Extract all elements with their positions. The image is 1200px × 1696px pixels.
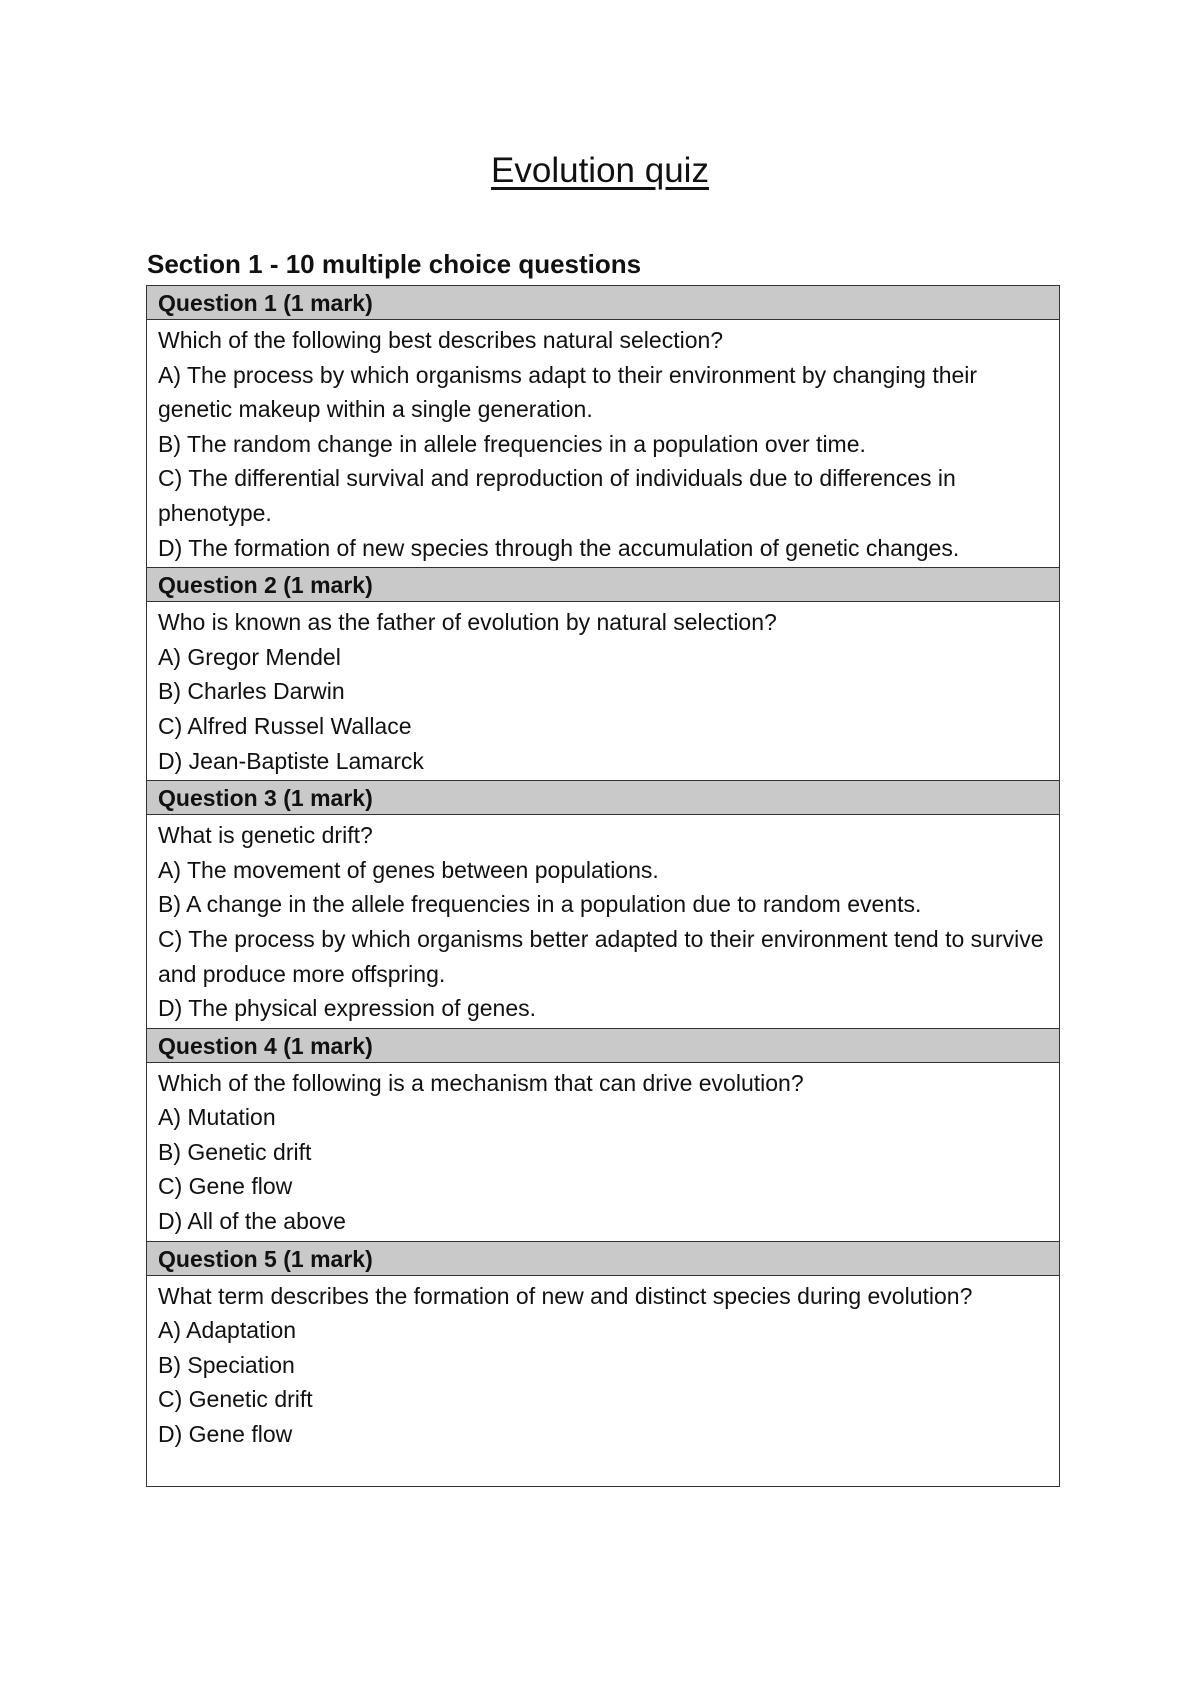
question-3 — [147, 781, 1059, 1029]
question-header: Question 5 (1 mark) — [147, 1242, 1059, 1276]
answer-option: C) Alfred Russel Wallace — [158, 712, 412, 739]
answer-option: D) The physical expression of genes. — [158, 995, 536, 1022]
question-body — [147, 815, 1059, 1028]
question-body — [147, 602, 1059, 780]
question-body — [147, 1063, 1059, 1241]
answer-option: D) Jean-Baptiste Lamarck — [158, 747, 424, 774]
question-prompt: What term describes the formation of new and distinct species during evolution? — [158, 1282, 973, 1309]
answer-option: A) The process by which organisms adapt to their environment by changing their genetic makeup within a single generation. — [158, 361, 978, 423]
question-1 — [147, 286, 1059, 568]
answer-option: C) Gene flow — [158, 1173, 293, 1200]
answer-option: D) Gene flow — [158, 1421, 293, 1448]
page-title: Evolution quiz — [491, 151, 709, 190]
section-heading: Section 1 - 10 multiple choice questions — [147, 249, 642, 279]
question-header: Question 3 (1 mark) — [147, 781, 1059, 815]
question-header: Question 2 (1 mark) — [147, 568, 1059, 602]
answer-option: B) Speciation — [158, 1351, 295, 1378]
question-2 — [147, 568, 1059, 781]
question-prompt: Who is known as the father of evolution by natural selection? — [158, 609, 777, 636]
answer-option: B) The random change in allele frequencies in a population over time. — [158, 430, 866, 457]
answer-option: A) Adaptation — [158, 1317, 297, 1344]
answer-option: D) The formation of new species through the accumulation of genetic changes. — [158, 534, 960, 561]
question-body — [147, 1276, 1059, 1486]
question-body — [147, 320, 1059, 567]
answer-option: B) Genetic drift — [158, 1138, 312, 1165]
answer-option: C) The process by which organisms better adapted to their environment tend to survive and produce more offspring. — [158, 925, 1044, 987]
answer-option: C) Genetic drift — [158, 1386, 313, 1413]
answer-option: C) The differential survival and reproduction of individuals due to differences in phenotype. — [158, 465, 956, 526]
question-5 — [147, 1242, 1059, 1486]
answer-option: A) Mutation — [158, 1104, 276, 1131]
answer-option: B) Charles Darwin — [158, 678, 345, 705]
answer-option: A) The movement of genes between populations. — [158, 856, 659, 883]
quiz-table — [146, 285, 1060, 1487]
question-prompt: What is genetic drift? — [158, 822, 373, 849]
answer-option: B) A change in the allele frequencies in a population due to random events. — [158, 891, 922, 918]
question-header: Question 4 (1 mark) — [147, 1029, 1059, 1063]
question-prompt: Which of the following best describes natural selection? — [158, 327, 724, 353]
answer-option: D) All of the above — [158, 1208, 346, 1235]
question-prompt: Which of the following is a mechanism that can drive evolution? — [158, 1069, 804, 1096]
answer-option: A) Gregor Mendel — [158, 643, 341, 670]
question-header: Question 1 (1 mark) — [147, 286, 1059, 320]
question-4 — [147, 1029, 1059, 1242]
